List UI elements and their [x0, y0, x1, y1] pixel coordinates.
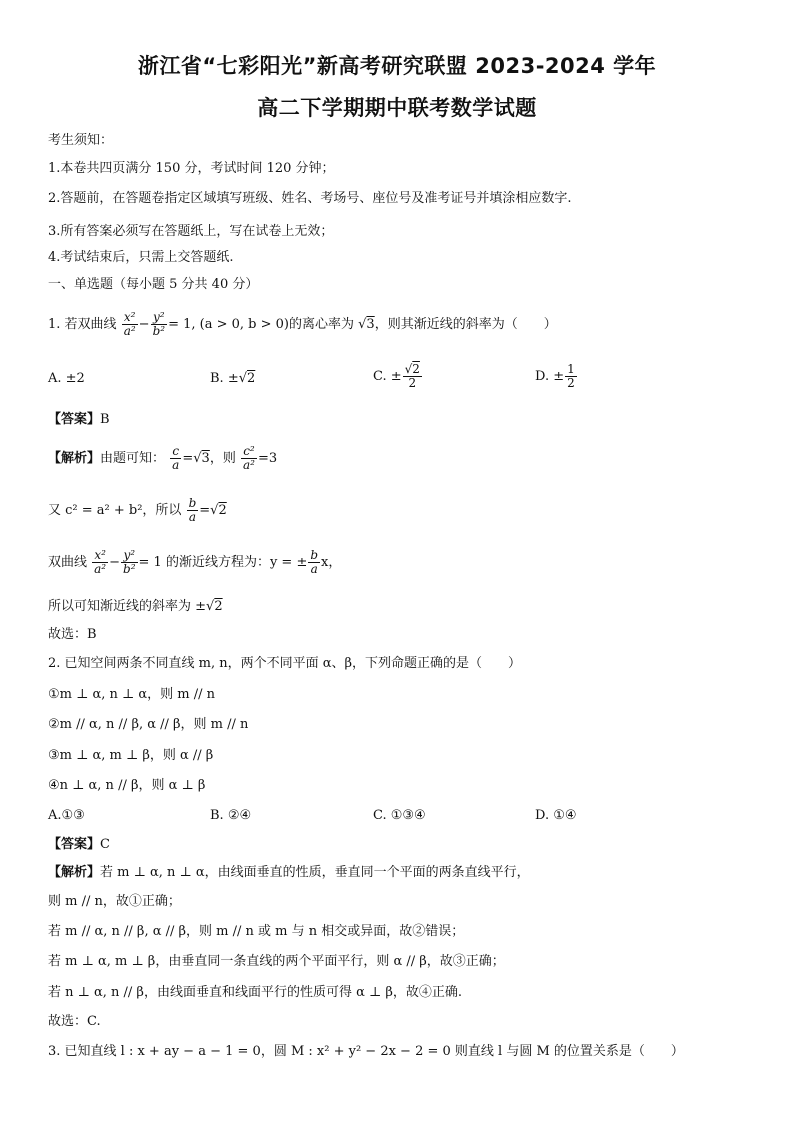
notice-item-3: 3.所有答案必须写在答题纸上，写在试卷上无效；: [48, 224, 334, 239]
q3-stem: 3. 已知直线 l : x + ay − a − 1 = 0，圆 M : x² + y² − 2x − 2 = 0 则直线 l 与圆 M 的位置关系是（ ）: [48, 1044, 684, 1059]
q2-analysis-5: 若 n ⊥ α, n // β，由线面垂直和线面平行的性质可得 α ⊥ β，故④正确.: [48, 985, 463, 1000]
q2-prop-4: ④n ⊥ α, n // β，则 α ⊥ β: [48, 778, 206, 793]
q2-option-c: C. ①③④: [373, 808, 426, 823]
q1-analysis-4: 所以可知渐近线的斜率为 ±√2: [48, 599, 223, 614]
q1-answer: 【答案】B: [48, 412, 110, 427]
notice-item-2: 2.答题前，在答题卷指定区域填写班级、姓名、考场号、座位号及准考证号并填涂相应数字.: [48, 191, 572, 206]
q2-option-a: A.①③: [48, 808, 85, 823]
q1-option-b: B. ±√2: [210, 371, 256, 386]
q2-prop-3: ③m ⊥ α, m ⊥ β，则 α // β: [48, 748, 214, 763]
q2-analysis-2: 则 m // n，故①正确；: [48, 894, 181, 909]
q2-option-b: B. ②④: [210, 808, 252, 823]
page-title-line2: 高二下学期期中联考数学试题: [257, 96, 537, 120]
q2-analysis-3: 若 m // α, n // β, α // β，则 m // n 或 m 与 n 相交或异面，故②错误；: [48, 924, 465, 939]
q2-analysis-4: 若 m ⊥ α, m ⊥ β，由垂直同一条直线的两个平面平行，则 α // β，故③正确；: [48, 954, 505, 969]
q2-conclusion: 故选：C.: [48, 1014, 101, 1029]
q2-stem: 2. 已知空间两条不同直线 m, n，两个不同平面 α、β，下列命题正确的是（ ）: [48, 656, 522, 671]
q1-option-d: D. ± $\frac{1}{2}$: [535, 362, 575, 390]
q1-option-c: C. ± $\frac{√2}{2}$: [373, 362, 420, 390]
q1-stem: 1. 若双曲线 $\frac{\text{x²}}{\text{a²}}$ − $\frac{\text{y²}}{\text{b²}}$ = 1, (a > 0, b > 0)的离心率为 √3，则其渐近线的斜率为（ ）: [48, 310, 557, 338]
notice-heading: 考生须知：: [48, 133, 114, 148]
q1-analysis-3: 双曲线 $\frac{\text{x²}}{\text{a²}}$ − $\frac{\text{y²}}{\text{b²}}$ = 1 的渐近线方程为：y = ± $\frac{b}{a}$ x，: [48, 548, 342, 576]
notice-item-4: 4.考试结束后，只需上交答题纸.: [48, 250, 234, 265]
page-title-line1: 浙江省“七彩阳光”新高考研究联盟 2023-2024 学年: [137, 54, 657, 78]
q2-analysis-1: 【解析】若 m ⊥ α, n ⊥ α，由线面垂直的性质，垂直同一个平面的两条直线平行，: [48, 865, 530, 880]
q1-cond: = 1, (a > 0, b > 0)的离心率为: [168, 317, 354, 332]
q1-analysis-2: 又 c² = a² + b²，所以 $\frac{b}{a}$ =√2: [48, 496, 227, 524]
q1-frac-x: $\frac{\text{x²}}{\text{a²}}$: [123, 310, 136, 338]
q1-lead: 1. 若双曲线: [48, 317, 117, 332]
q1-sqrt3: 3: [366, 317, 375, 332]
q1-option-a: A. ±2: [48, 371, 85, 386]
q2-option-d: D. ①④: [535, 808, 577, 823]
q2-prop-1: ①m ⊥ α, n ⊥ α，则 m // n: [48, 687, 216, 702]
q2-answer: 【答案】C: [48, 837, 110, 852]
section-title: 一、单选题（每小题 5 分共 40 分）: [48, 277, 259, 292]
q1-tail: ，则其渐近线的斜率为（ ）: [374, 317, 557, 332]
q1-analysis-1: 【解析】由题可知： $\frac{c}{a}$ =√3，则 $\frac{\text{c²}}{\text{a²}}$ =3: [48, 444, 278, 472]
q1-frac-y: $\frac{\text{y²}}{\text{b²}}$: [152, 310, 166, 338]
q1-conclusion: 故选：B: [48, 627, 97, 642]
notice-item-1: 1.本卷共四页满分 150 分，考试时间 120 分钟；: [48, 161, 335, 176]
q2-prop-2: ②m // α, n // β, α // β，则 m // n: [48, 717, 249, 732]
